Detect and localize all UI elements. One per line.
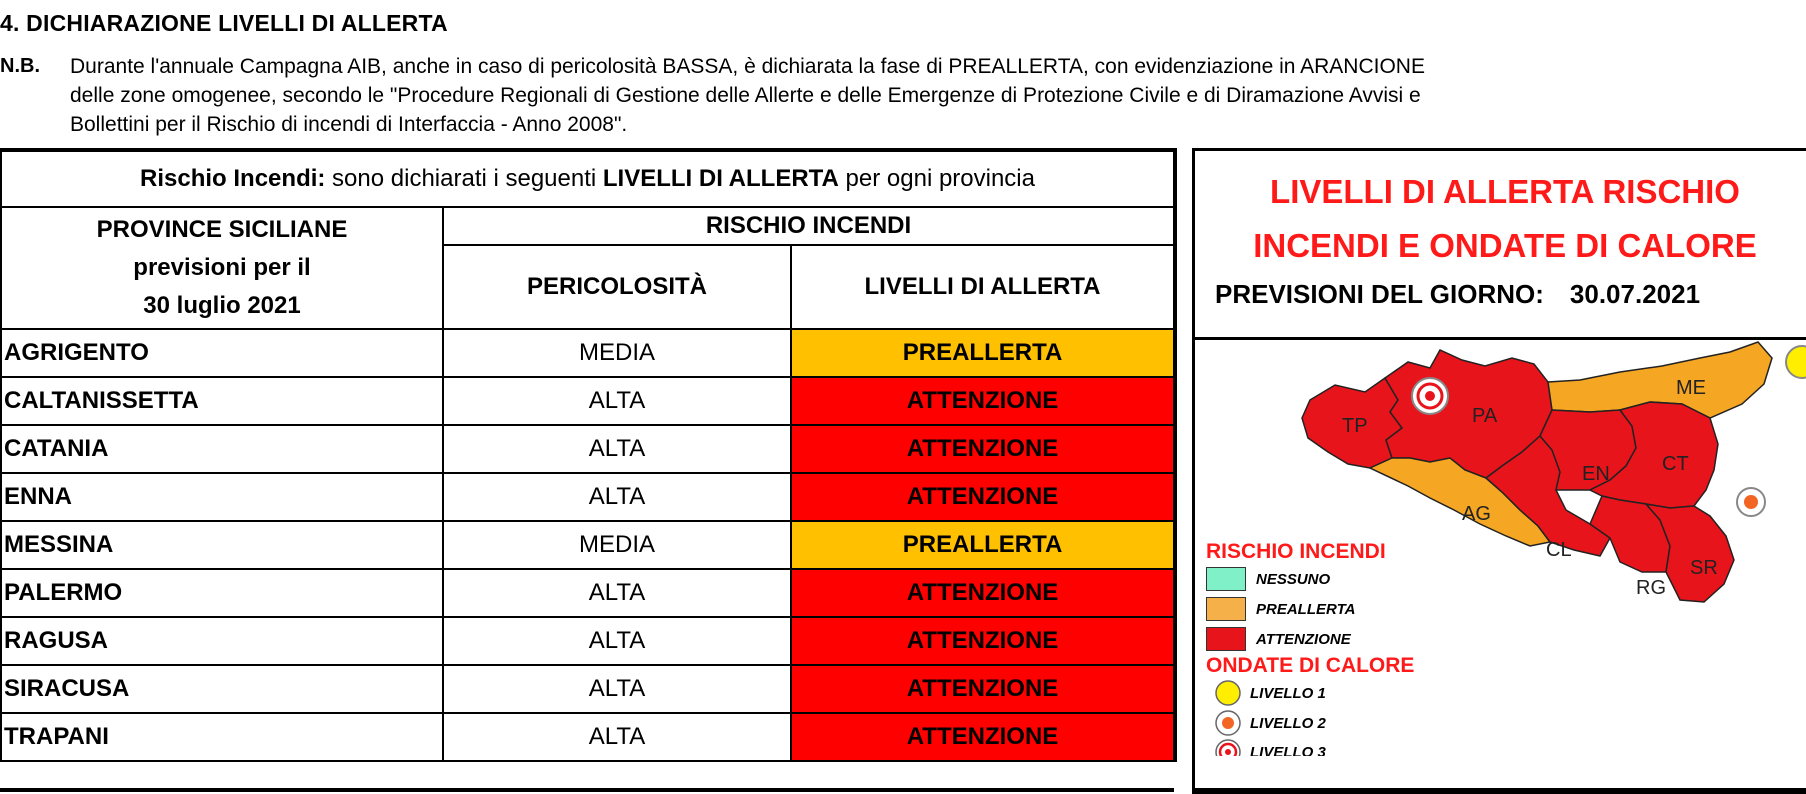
livello-cell: PREALLERTA <box>791 521 1175 569</box>
nb-line: Bollettini per il Rischio di incendi di Interfaccia - Anno 2008". <box>70 113 628 136</box>
legend-item-preallerta <box>1206 594 1414 624</box>
table-row <box>1 329 1175 377</box>
table-row <box>1 521 1175 569</box>
header-line: 30 luglio 2021 <box>143 292 301 319</box>
swatch-nessuno <box>1206 567 1246 591</box>
legend-item-livello2 <box>1206 708 1414 738</box>
legend-label: LIVELLO 2 <box>1250 714 1326 732</box>
province-cell: CATANIA <box>1 425 443 473</box>
table-row <box>1 377 1175 425</box>
table-row <box>1 473 1175 521</box>
province-cell: SIRACUSA <box>1 665 443 713</box>
panel-title-line: INCENDI E ONDATE DI CALORE <box>1253 227 1757 264</box>
pericolosita-cell: ALTA <box>443 569 791 617</box>
livello-cell: ATTENZIONE <box>791 377 1175 425</box>
table-bottom-border <box>0 788 1174 792</box>
legend-label: NESSUNO <box>1256 570 1331 588</box>
province-cell: ENNA <box>1 473 443 521</box>
swatch-preallerta <box>1206 597 1246 621</box>
province-cell: AGRIGENTO <box>1 329 443 377</box>
heat-marker-level1-messina <box>1786 346 1806 378</box>
province-cell: TRAPANI <box>1 713 443 761</box>
legend-item-livello1 <box>1206 678 1414 708</box>
legend-item-attenzione <box>1206 624 1414 654</box>
map-label-en: EN <box>1582 463 1610 485</box>
map-label-me: ME <box>1676 377 1706 399</box>
col-livelli-header: LIVELLI DI ALLERTA <box>791 245 1175 329</box>
pericolosita-cell: ALTA <box>443 425 791 473</box>
col-group-header: RISCHIO INCENDI <box>443 207 1175 245</box>
map-label-pa: PA <box>1472 405 1498 427</box>
panel-title <box>1195 165 1806 273</box>
intro-text: sono dichiarati i seguenti <box>325 165 603 192</box>
pericolosita-cell: MEDIA <box>443 521 791 569</box>
section-title: 4. DICHIARAZIONE LIVELLI DI ALLERTA <box>0 10 448 36</box>
province-cell: CALTANISSETTA <box>1 377 443 425</box>
heat-level1-icon <box>1214 679 1242 707</box>
date-label: PREVISIONI DEL GIORNO: <box>1215 279 1544 309</box>
intro-bold: LIVELLI DI ALLERTA <box>602 165 839 192</box>
table-row <box>1 665 1175 713</box>
pericolosita-cell: ALTA <box>443 665 791 713</box>
panel-bottom-border <box>1192 788 1806 792</box>
legend-heading-fire: RISCHIO INCENDI <box>1206 540 1386 563</box>
panel-title-line: LIVELLI DI ALLERTA RISCHIO <box>1270 173 1740 210</box>
legend-label: LIVELLO 3 <box>1250 743 1326 756</box>
legend-label: PREALLERTA <box>1256 600 1356 618</box>
date-value: 30.07.2021 <box>1569 279 1701 309</box>
heat-marker-level3-palermo <box>1412 378 1448 414</box>
pericolosita-cell: MEDIA <box>443 329 791 377</box>
nb-label: N.B. <box>0 55 40 77</box>
livello-cell: ATTENZIONE <box>791 425 1175 473</box>
intro-text: per ogni provincia <box>838 165 1035 192</box>
table-intro <box>1 150 1175 207</box>
pericolosita-cell: ALTA <box>443 617 791 665</box>
risk-table-frame <box>0 148 1174 788</box>
map-legend <box>1206 540 1414 756</box>
heat-marker-level2-catania <box>1737 488 1765 516</box>
map-label-cl: CL <box>1546 539 1572 561</box>
nb-line: delle zone omogenee, secondo le "Procedure Regionali di Gestione delle Allerte e delle Emergenze di Protezione Civile e di Diramazione Avvisi e <box>70 84 1421 107</box>
livello-cell: PREALLERTA <box>791 329 1175 377</box>
risk-table <box>0 148 1177 762</box>
pericolosita-cell: ALTA <box>443 377 791 425</box>
legend-item-livello3 <box>1206 738 1414 756</box>
livello-cell: ATTENZIONE <box>791 473 1175 521</box>
livello-cell: ATTENZIONE <box>791 617 1175 665</box>
legend-label: ATTENZIONE <box>1256 630 1351 648</box>
legend-item-nessuno <box>1206 564 1414 594</box>
livello-cell: ATTENZIONE <box>791 665 1175 713</box>
province-cell: PALERMO <box>1 569 443 617</box>
forecast-date <box>1215 279 1700 310</box>
map-label-tp: TP <box>1342 415 1368 437</box>
map-label-ct: CT <box>1662 453 1689 475</box>
swatch-attenzione <box>1206 627 1246 651</box>
col-province-header <box>1 207 443 329</box>
map-label-ag: AG <box>1462 503 1491 525</box>
livello-cell: ATTENZIONE <box>791 713 1175 761</box>
header-line: PROVINCE SICILIANE <box>96 216 348 243</box>
nb-text <box>70 52 1805 139</box>
heat-level3-icon <box>1214 738 1242 756</box>
table-row <box>1 569 1175 617</box>
intro-bold: Rischio Incendi: <box>140 165 326 192</box>
table-row <box>1 713 1175 761</box>
map-label-rg: RG <box>1636 577 1666 599</box>
province-cell: RAGUSA <box>1 617 443 665</box>
pericolosita-cell: ALTA <box>443 713 791 761</box>
legend-label: LIVELLO 1 <box>1250 684 1326 702</box>
province-cell: MESSINA <box>1 521 443 569</box>
col-peric-header: PERICOLOSITÀ <box>443 245 791 329</box>
heat-level2-icon <box>1214 709 1242 737</box>
nb-line: Durante l'annuale Campagna AIB, anche in caso di pericolosità BASSA, è dichiarata la fase di PREALLERTA, con evidenziazione in ARANCIONE <box>70 55 1425 78</box>
table-body <box>1 329 1175 761</box>
map-label-sr: SR <box>1690 557 1718 579</box>
table-row <box>1 617 1175 665</box>
legend-heading-heat: ONDATE DI CALORE <box>1206 654 1415 677</box>
table-row <box>1 425 1175 473</box>
pericolosita-cell: ALTA <box>443 473 791 521</box>
header-line: previsioni per il <box>133 254 311 281</box>
livello-cell: ATTENZIONE <box>791 569 1175 617</box>
